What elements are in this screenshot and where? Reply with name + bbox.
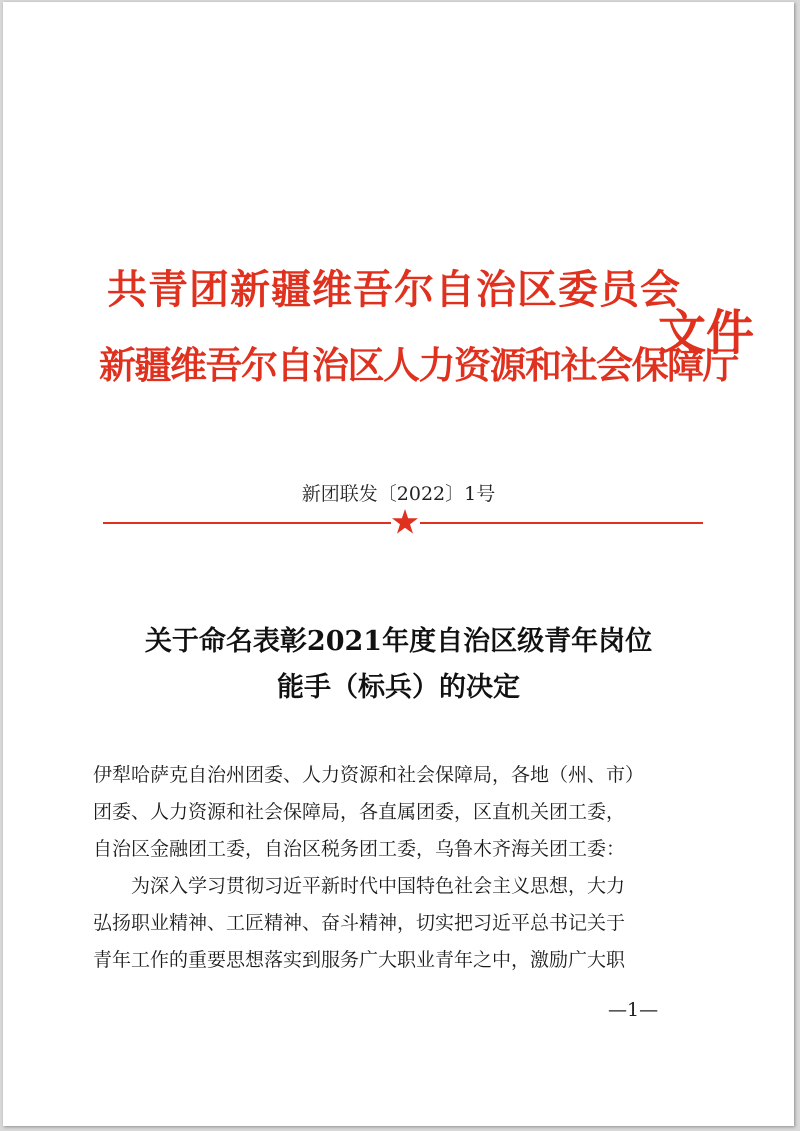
red-rule-right xyxy=(420,522,703,524)
page-number: —1— xyxy=(608,999,659,1021)
issuer-line-youth-league: 共青团新疆维吾尔自治区委员会 xyxy=(107,267,681,313)
red-star-icon xyxy=(391,508,419,536)
body-line: 伊犁哈萨克自治州团委、人力资源和社会保障局，各地（州、市） xyxy=(93,764,645,786)
body-line: 青年工作的重要思想落实到服务广大职业青年之中，激励广大职 xyxy=(93,949,626,971)
document-title-line-1: 关于命名表彰2021年度自治区级青年岗位 xyxy=(144,626,653,657)
document-page xyxy=(3,2,794,1126)
document-number: 新团联发〔2022〕1号 xyxy=(301,483,496,505)
body-line: 团委、人力资源和社会保障局，各直属团委，区直机关团工委， xyxy=(93,801,626,823)
body-line: 弘扬职业精神、工匠精神、奋斗精神，切实把习近平总书记关于 xyxy=(93,912,626,934)
body-line: 为深入学习贯彻习近平新时代中国特色社会主义思想，大力 xyxy=(131,875,626,897)
doc-type-label: 文件 xyxy=(658,305,755,361)
body-line: 自治区金融团工委，自治区税务团工委，乌鲁木齐海关团工委： xyxy=(93,838,626,860)
document-title-line-2: 能手（标兵）的决定 xyxy=(277,672,520,703)
issuer-line-hrss: 新疆维吾尔自治区人力资源和社会保障厅 xyxy=(99,344,738,387)
red-rule-left xyxy=(103,522,391,524)
